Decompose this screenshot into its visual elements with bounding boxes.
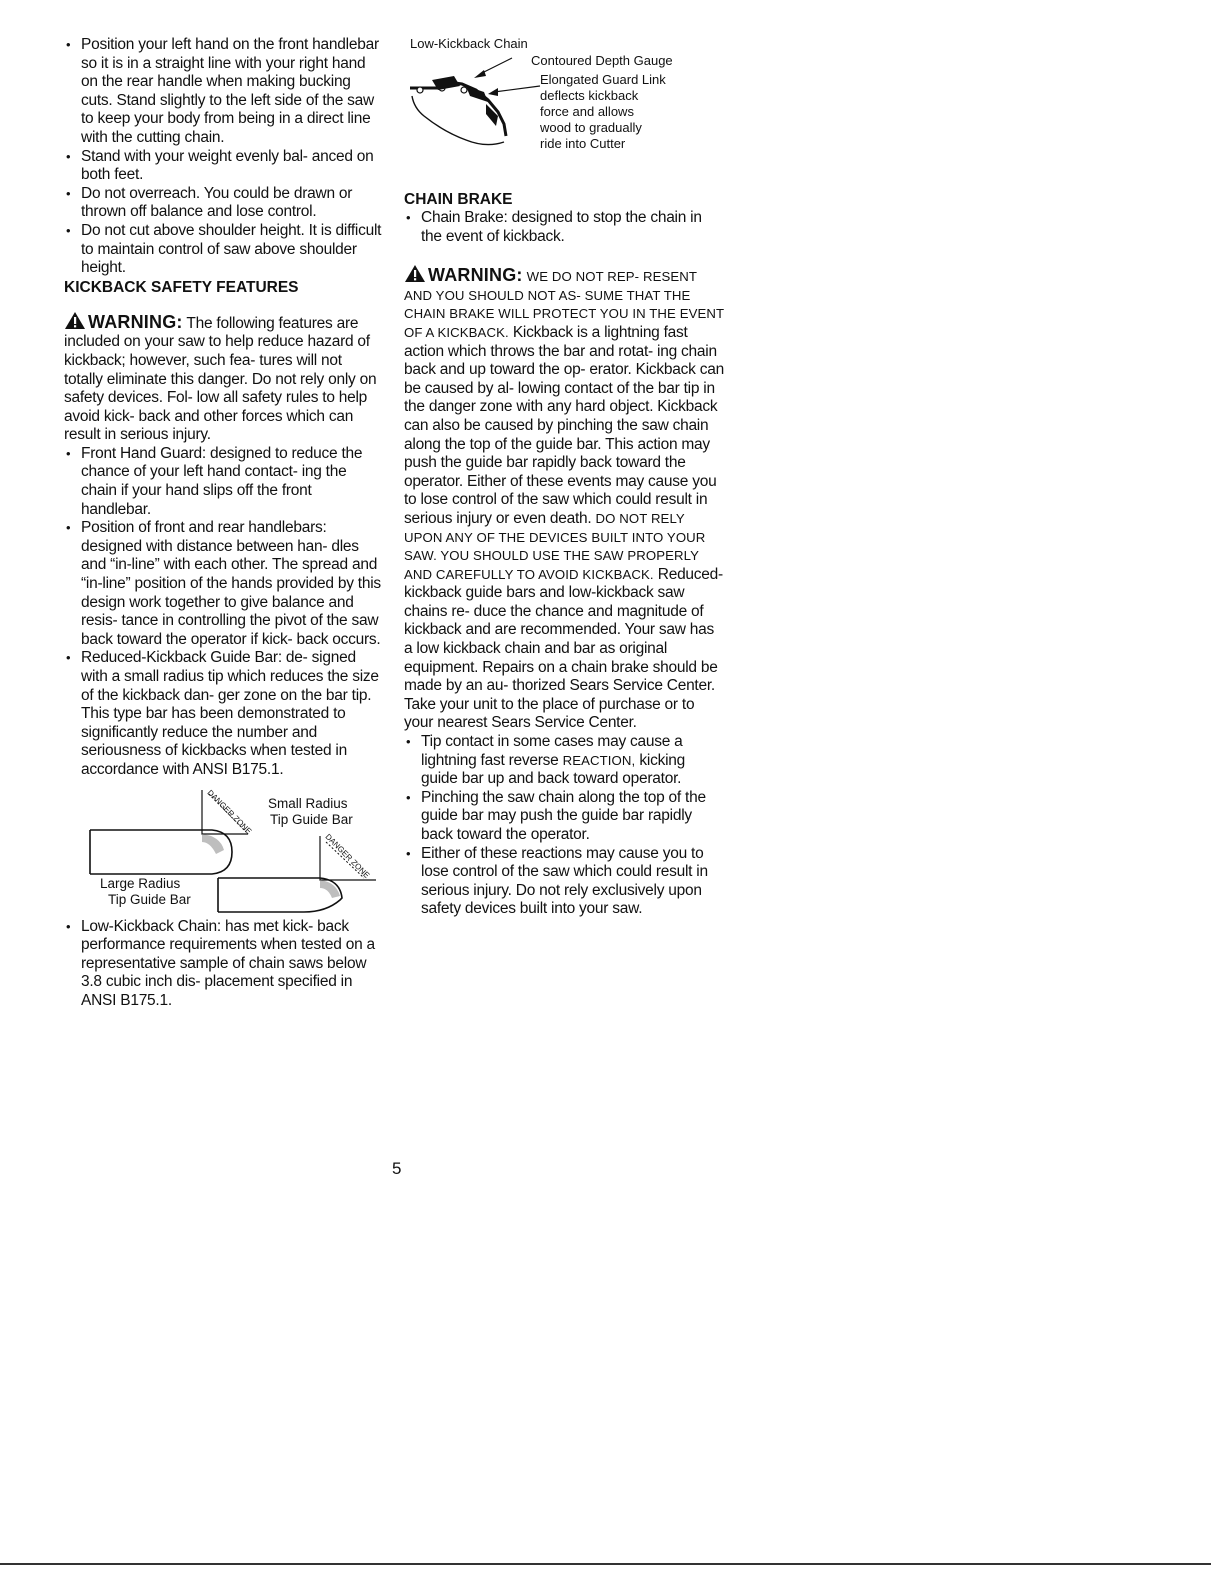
guard-link-label: Elongated Guard Link — [540, 72, 666, 87]
large-radius-label-2: Tip Guide Bar — [108, 891, 191, 907]
bottom-rule — [0, 1563, 1211, 1565]
kickback-safety-heading: KICKBACK SAFETY FEATURES — [64, 278, 299, 296]
kickback-feature-bullets — [64, 445, 384, 780]
reaction-bullets — [404, 733, 724, 919]
chain-diagram-title: Low-Kickback Chain — [410, 36, 528, 51]
danger-zone-label: DANGER ZONE — [205, 787, 254, 836]
warning-text: The following features are included on your saw to help reduce hazard of kickback; however, such fea- tures will not totally eliminate this danger. Do not rely only on safety devices. Fol- low all safety rules to help avoid kick- back and other forces which can result in serious injury. — [64, 314, 377, 444]
small-radius-label: Small Radius — [268, 795, 348, 811]
guide-bar-diagram — [64, 780, 384, 916]
small-radius-label-2: Tip Guide Bar — [270, 811, 353, 827]
bullet-tip-contact — [404, 733, 724, 789]
guard-link-desc-3: wood to gradually — [540, 120, 642, 135]
kickback-warning — [64, 311, 384, 445]
bullet-chain-brake: • Chain Brake: designed to stop the chain in the event of kickback. — [404, 209, 724, 246]
tip-contact-text: Tip contact in some cases may cause a lightning fast reverse — [421, 733, 683, 769]
page-number: 5 — [392, 1159, 402, 1178]
guard-link-desc-1: deflects kickback — [540, 88, 639, 103]
bullet-shoulder-height: • Do not cut above shoulder height. It is difficult to maintain control of saw above shoulder height. — [64, 222, 384, 278]
bullet-do-not-overreach: • Do not overreach. You could be drawn or thrown off balance and lose control. — [64, 185, 384, 222]
tip-contact-caps: REACTION, — [562, 752, 636, 768]
chain-brake-bullets — [404, 209, 724, 246]
warning-text-1: Kickback is a lightning fast action which throws the bar and rotat- ing chain back and up toward the op- erator. Kickback can be caused by al- lowing contact of the bar tip in the danger zone with any hard object. Kickback can also be caused by pinching the saw chain along the top of the guide bar. This action may push the guide bar rapidly back toward the operator. Either of these events may cause you to lose control of the saw which could result in serious injury or even death. — [404, 323, 724, 527]
low-kickback-chain-bullets — [64, 918, 384, 1011]
warning-label: WARNING: — [88, 311, 183, 332]
warning-caps-2: DO NOT RELY UPON ANY OF THE DEVICES BUILT INTO YOUR SAW. YOU SHOULD USE THE SAW PROPERLY AND CAREFULLY TO AVOID KICKBACK. — [404, 510, 706, 582]
chain-brake-heading: CHAIN BRAKE — [404, 191, 513, 208]
bullet-pinching: • Pinching the saw chain along the top of the guide bar may push the guide bar rapidly back toward the operator. — [404, 789, 724, 845]
positioning-bullets — [64, 36, 384, 278]
bullet-stand-balanced: • Stand with your weight evenly bal- anced on both feet. — [64, 148, 384, 185]
bullet-front-hand-guard: • Front Hand Guard: designed to reduce the chance of your left hand contact- ing the chain if your hand slips off the front handlebar. — [64, 445, 384, 519]
guard-link-desc-2: force and allows — [540, 104, 634, 119]
depth-gauge-label: Contoured Depth Gauge — [531, 53, 673, 68]
left-column — [64, 36, 384, 1011]
bullet-hand-position: • Position your left hand on the front handlebar so it is in a straight line with your right hand on the rear handle when making bucking cuts. Stand slightly to the left side of the saw to keep your body from being in a direct line with the cutting chain. — [64, 36, 384, 148]
warning-triangle-icon — [404, 264, 426, 283]
warning-label: WARNING: — [428, 265, 523, 286]
bullet-low-kickback-chain: • Low-Kickback Chain: has met kick- back performance requirements when tested on a representative sample of chain saws below 3.8 cubic inch dis- placement specified in ANSI B175.1. — [64, 918, 384, 1011]
tip-contact-text-2: kicking guide bar up and back toward operator. — [421, 751, 686, 788]
large-radius-label: Large Radius — [100, 875, 181, 891]
danger-zone-label-small: DANGER ZONE — [323, 831, 372, 880]
warning-caps-1: WE DO NOT REP- RESENT AND YOU SHOULD NOT AS- SUME THAT THE CHAIN BRAKE WILL PROTECT YOU IN THE EVENT OF A KICKBACK. — [404, 269, 724, 340]
right-column — [404, 36, 724, 919]
chain-brake-warning — [404, 264, 724, 733]
low-kickback-chain-diagram — [404, 36, 724, 186]
warning-triangle-icon — [64, 311, 86, 330]
bullet-handlebar-position: • Position of front and rear handlebars: designed with distance between han- dles and “in-line” with each other. The spread and “in-line” position of the hands provided by this design work together to give balance and resis- tance in controlling the pivot of the saw back toward the operator if kick- back occurs. — [64, 519, 384, 649]
bullet-reduced-kickback-bar: • Reduced-Kickback Guide Bar: de- signed with a small radius tip which reduces the size of the kickback dan- ger zone on the bar tip. This type bar has been demonstrated to significantly reduce the number and seriousness of kickbacks when tested in accordance with ANSI B175.1. — [64, 649, 384, 779]
guard-link-desc-4: ride into Cutter — [540, 136, 626, 151]
warning-text-2: Reduced-kickback guide bars and low-kickback saw chains re- duce the chance and magnitude of kickback and are recommended. Your saw has a low kickback chain and bar as original equipment. Repairs on a chain brake should be made by an au- thorized Sears Service Center. Take your unit to the place of purchase or to your nearest Sears Service Center. — [404, 565, 723, 732]
bullet-either-reaction: • Either of these reactions may cause you to lose control of the saw which could result in serious injury. Do not rely exclusively upon safety devices built into your saw. — [404, 845, 724, 919]
